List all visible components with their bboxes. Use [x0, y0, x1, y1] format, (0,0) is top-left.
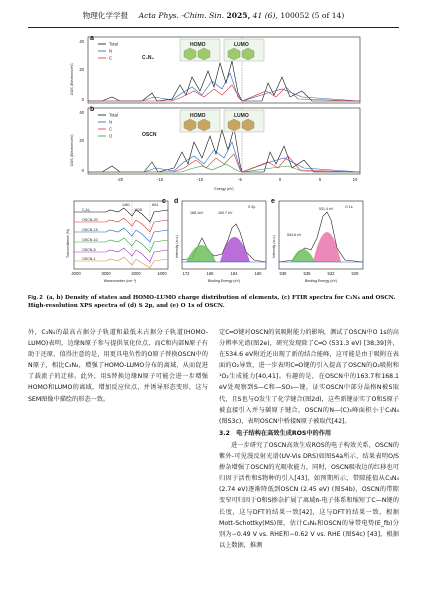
panel-b-xlabel: Energy (eV) — [214, 187, 234, 191]
panel-c-annot-1628: 1628 — [134, 208, 142, 212]
panel-c-xlabel: Wavenumber (cm⁻¹) — [103, 279, 137, 283]
panel-c-label: c — [162, 198, 166, 205]
panel-e — [269, 198, 365, 284]
figure-caption-label: Fig. 2 — [28, 295, 43, 301]
panel-c-annot-1461: 1461 — [122, 203, 130, 207]
panel-e-title: O 1s — [345, 205, 353, 209]
panel-c-sample-3: OSCN-10 — [82, 238, 98, 242]
panel-a-ylabel: DOS (Electrons/eV) — [70, 63, 74, 95]
panel-e-xtick-1: 535 — [303, 271, 311, 276]
panel-c-sample-1: OSCN-20 — [82, 218, 98, 222]
panel-b-ytick-2: 0 — [81, 168, 84, 173]
body-left-column — [28, 327, 208, 405]
panel-a-label: a — [90, 35, 94, 42]
section-heading: 3.2 电子结构在高效生成ROS中的作用 — [219, 429, 332, 437]
panel-d-xtick-0: 172 — [182, 271, 190, 276]
panel-b-xtick-0: -20 — [116, 177, 124, 182]
panel-a-legend-n: N — [109, 48, 113, 54]
panel-b-legend-o: O — [109, 133, 113, 139]
panel-a-ytick-1: 20 — [79, 67, 84, 72]
panel-b-xtick-6: 10 — [352, 177, 358, 182]
panel-a-legend-total: Total — [109, 41, 118, 47]
panel-c-sample-2: OSCN-15 — [82, 228, 98, 232]
panel-a-sample: C₃N₄ — [142, 55, 154, 61]
body-paragraph: 定C═O键对OSCN的氧吸附能力的影响，测试了OSCN中O 1s的高分辨率光谱(图2e)，研究发现除了C═O (531.3 eV) [38,39]外，在534.6 eV附近还出现了新的结合能峰，这可能是由于吸附在表面的O₂导致，进一步表明C═O键的引入提高了OSCN的O₂吸附和¹O₂生成能力[40,41]。有趣的是，在OSCN中的163.7和168.1 eV处观察到S—C和—SO₃—键，证实OSCN中部分晶格N被S取代，且S也与O发生了化学键合(图2d)，这些新键证实了O和S原子被直接引入并与碳原子键合，OSCN的N—(C)₃峰面积小于C₃N₄ (图S3c)，表明OSCN中桥接N原子被取代[42]。 — [219, 329, 399, 425]
figure-caption-text: (a, b) Density of states and HOMO-LUMO charge distribution of elements, (c) FTIR spectra for C₃N₄ and OSCN. High-resolution XPS spectra of (d) S 2p, and (e) O 1s of OSCN. — [28, 295, 396, 310]
panel-a-homo: HOMO — [190, 42, 206, 48]
panel-b-xtick-2: -10 — [196, 177, 204, 182]
panel-e-xtick-2: 532 — [327, 271, 335, 276]
panel-c-xtick-3: 1000 — [157, 271, 167, 276]
panel-b-xtick-5: 5 — [318, 177, 322, 182]
panel-c-annot-804: 804 — [152, 203, 158, 207]
panel-a-lumo: LUMO — [234, 42, 249, 48]
body-paragraph: 外，C₃N₄的最高占据分子轨道和最低未占据分子轨道(HOMO-LUMO)表明，边缘N原子参与提供氧化位点，而C和内部N原子有助于还原，值得注意的是，用更具电负性的O原子替换OSCN中的N原子，相比C₃N₄，增强了HOMO-LUMO分布的离域，从而促进了载流子的迁移。此外，用S替换边缘N原子可能会进一步增强HOMO和LUMO的离域，增加反应位点，并诱导形态变形，这与SEM图像中描绘的形态一致。 — [28, 329, 208, 403]
panel-b-legend-n: N — [109, 119, 113, 125]
page-header — [30, 10, 397, 24]
panel-c-sample-5: OSCN-1 — [82, 257, 96, 261]
journal-name-en: Acta Phys. -Chim. Sin. — [138, 11, 225, 20]
panel-d — [172, 198, 268, 284]
panel-c-sample-4: OSCN-5 — [82, 248, 96, 252]
panel-e-xtick-3: 529 — [351, 271, 359, 276]
panel-d-peak-1: 163.7 eV — [218, 211, 233, 215]
panel-d-xtick-3: 160 — [254, 271, 262, 276]
panel-b-xtick-1: -15 — [156, 177, 164, 182]
article-number: 100052 (5 of 14) — [280, 11, 345, 20]
header-rule — [28, 27, 399, 28]
journal-name-cn: 物理化学学报 — [82, 11, 129, 20]
panel-c — [62, 198, 170, 284]
panel-b-sample: OSCN — [142, 132, 157, 138]
panel-b-legend-total: Total — [109, 112, 118, 118]
panel-d-title: S 2p — [248, 205, 256, 209]
panel-a-legend-c: C — [109, 55, 113, 61]
panel-c-xtick-2: 2000 — [131, 271, 141, 276]
panel-e-peak-0: 531.4 eV — [319, 207, 334, 211]
panel-c-sample-0: C₃N₄ — [82, 208, 91, 212]
panel-a — [62, 33, 365, 106]
panel-d-xtick-1: 168 — [206, 271, 214, 276]
panel-e-ylabel: Intensity (a.u.) — [272, 235, 276, 258]
panel-a-ytick-0: 40 — [79, 39, 84, 44]
panel-b-lumo: LUMO — [234, 113, 249, 119]
journal-year: 2025, — [226, 11, 251, 20]
panel-d-xtick-2: 164 — [230, 271, 238, 276]
panel-d-label: d — [174, 198, 179, 205]
panel-b-ylabel: DOS (Electrons/eV) — [70, 134, 74, 166]
panel-c-ylabel: Transmittance (%) — [66, 228, 70, 258]
panel-b — [62, 106, 365, 196]
panel-d-ylabel: Intensity (a.u.) — [175, 235, 179, 258]
figure-caption — [28, 294, 399, 310]
panel-c-xtick-0: 4000 — [71, 271, 81, 276]
panel-b-ytick-1: 20 — [79, 138, 84, 143]
journal-volume: 41 (6), — [252, 11, 278, 20]
panel-e-peak-1: 534.6 eV — [287, 233, 302, 237]
panel-b-xtick-3: -5 — [238, 177, 242, 182]
panel-d-xlabel: Binding Energy (eV) — [207, 279, 241, 283]
body-paragraph: 进一步研究了OSCN高效生成ROS的电子构效关系，OSCN的紫外-可见漫反射光谱(UV-Vis DRS)如图S4a所示，结果表明O/S掺杂增强了OSCN的光吸收能力，同时，OSCN吸收边的红移也可归因于活性和S物种的引入[43]，如预期所示，带隙能值从C₃N₄ (2.74 eV)逐渐降低到OSCN (2.45 eV) (图S4b)，OSCN的带隙变窄可归因于O和S掺杂扩展了离域π-电子体系和缩短了C—N键的长度，这与DFT的结果一致[42]，这与DFT的结果一致，根据Mott-Schottky(MS)图，估计C₃N₄和OSCN的导带电势(E_fb)分别为−0.49 V vs. RHE和−0.62 V vs. RHE (图S4c) [43]，根据以上数据，推测 — [219, 441, 399, 549]
panel-e-xlabel: Binding Energy (eV) — [304, 279, 338, 283]
panel-b-xtick-4: 0 — [278, 177, 282, 182]
panel-b-homo: HOMO — [190, 113, 206, 119]
panel-c-xtick-1: 3000 — [101, 271, 111, 276]
panel-e-xtick-0: 538 — [279, 271, 287, 276]
body-right-column — [219, 327, 399, 551]
figure-2 — [62, 33, 365, 284]
panel-b-legend-c: C — [109, 126, 113, 132]
panel-b-label: b — [90, 106, 95, 113]
panel-a-ytick-2: 0 — [81, 97, 84, 102]
panel-b-ytick-0: 40 — [79, 110, 84, 115]
panel-d-peak-0: 168.1eV — [190, 211, 204, 215]
panel-e-label: e — [271, 198, 275, 205]
